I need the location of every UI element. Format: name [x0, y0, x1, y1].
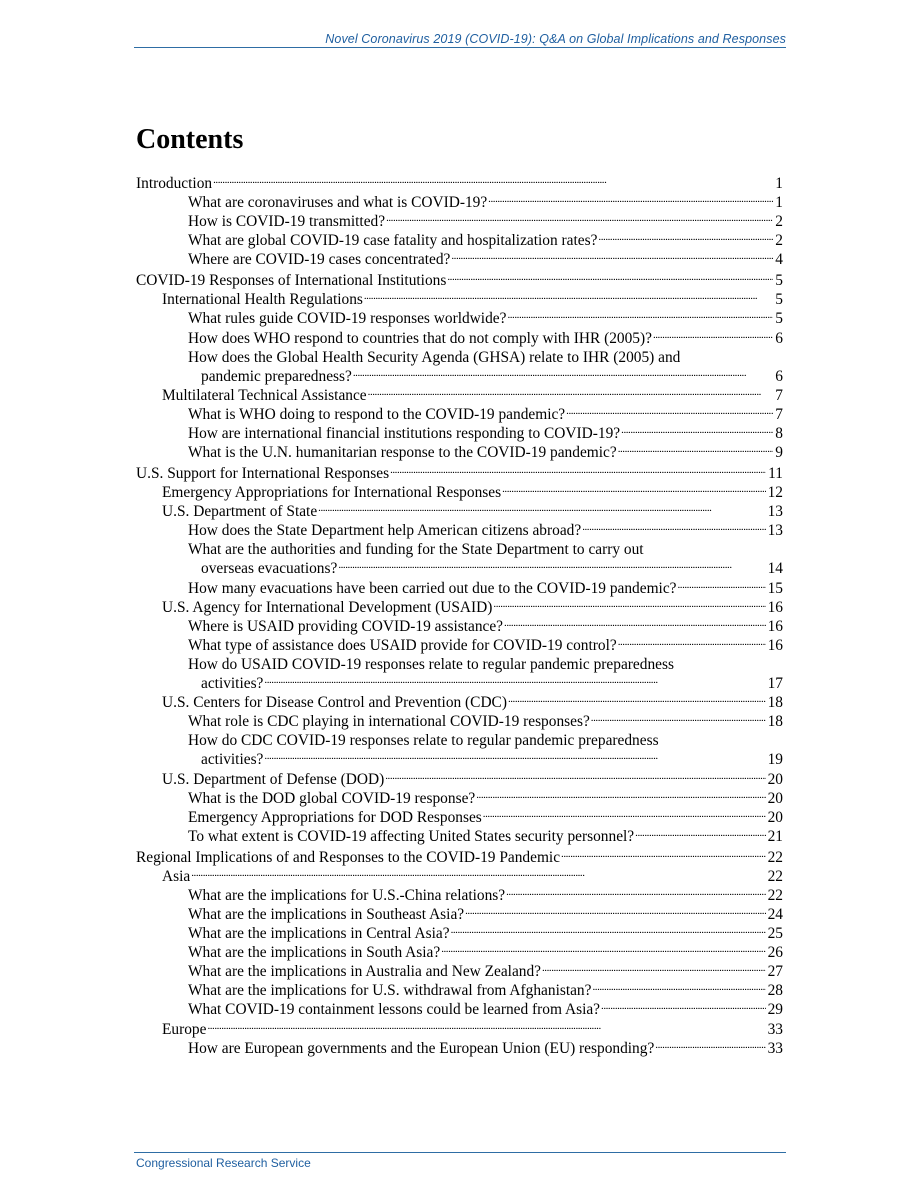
- toc-page-number: 28: [767, 982, 783, 1000]
- dot-leader: [492, 598, 765, 617]
- dot-leader: [263, 674, 765, 693]
- toc-entry-title: What type of assistance does USAID provide for COVID-19 control?: [188, 636, 617, 654]
- dot-leader: [385, 212, 773, 231]
- toc-page-number: 13: [767, 503, 783, 521]
- dot-leader: [363, 290, 773, 309]
- toc-entry-title: How does WHO respond to countries that do not comply with IHR (2005)?: [188, 329, 652, 347]
- toc-entry-title-continued: overseas evacuations?: [201, 560, 338, 578]
- toc-page-number: 13: [767, 522, 783, 540]
- dot-leader: [565, 405, 773, 424]
- toc-page-number: 27: [767, 963, 783, 981]
- toc-page-number: 1: [775, 194, 783, 212]
- toc-entry-title: How are international financial institutions responding to COVID-19?: [188, 425, 621, 443]
- dot-leader: [352, 367, 773, 386]
- toc-page-number: 16: [767, 617, 783, 635]
- dot-leader: [560, 848, 766, 867]
- toc-page-number: 18: [767, 694, 783, 712]
- toc-page-number: 19: [767, 751, 783, 769]
- toc-entry[interactable]: [136, 443, 783, 462]
- toc-entry-title: Where is USAID providing COVID-19 assistance?: [188, 617, 504, 635]
- dot-leader: [482, 808, 766, 827]
- toc-entry-title: What are the implications in Central Asia?: [188, 925, 450, 943]
- toc-entry[interactable]: [136, 693, 783, 712]
- toc-page-number: 20: [767, 808, 783, 826]
- toc-entry-title: International Health Regulations: [162, 291, 363, 309]
- dot-leader: [503, 617, 766, 636]
- toc-entry[interactable]: [136, 174, 783, 193]
- footer-text: Congressional Research Service: [136, 1156, 311, 1170]
- toc-entry[interactable]: [136, 617, 783, 636]
- toc-entry-title: U.S. Department of State: [162, 503, 318, 521]
- toc-entry[interactable]: [136, 1000, 783, 1019]
- toc-entry[interactable]: [136, 848, 783, 867]
- dot-leader: [384, 770, 765, 789]
- toc-entry[interactable]: [136, 329, 783, 348]
- toc-entry-title: What is WHO doing to respond to the COVID-19 pandemic?: [188, 405, 566, 423]
- toc-entry-title: What are the implications in Australia and New Zealand?: [188, 963, 541, 981]
- dot-leader: [505, 886, 765, 905]
- toc-page-number: 17: [767, 675, 783, 693]
- toc-page-number: 18: [767, 713, 783, 731]
- toc-entry-title: How do CDC COVID-19 responses relate to regular pandemic preparedness: [188, 732, 659, 750]
- toc-entry[interactable]: [136, 559, 783, 578]
- toc-entry[interactable]: [136, 579, 783, 598]
- dot-leader: [590, 712, 766, 731]
- toc-entry-title: Introduction: [136, 175, 213, 192]
- toc-entry-title-continued: activities?: [201, 751, 264, 769]
- dot-leader: [591, 981, 765, 1000]
- toc-page-number: 1: [775, 175, 783, 192]
- toc-entry[interactable]: [136, 464, 783, 483]
- toc-entry-title: Where are COVID-19 cases concentrated?: [188, 251, 451, 269]
- toc-page-number: 20: [767, 789, 783, 807]
- dot-leader: [367, 386, 774, 405]
- dot-leader: [487, 193, 773, 212]
- toc-page-number: 33: [767, 1039, 783, 1057]
- toc-page-number: 25: [767, 925, 783, 943]
- dot-leader: [206, 1020, 765, 1039]
- dot-leader: [676, 579, 765, 598]
- toc-entry-title: How many evacuations have been carried out due to the COVID-19 pandemic?: [188, 579, 677, 597]
- dot-leader: [464, 905, 766, 924]
- toc-entry[interactable]: [136, 348, 783, 367]
- dot-leader: [597, 231, 773, 250]
- toc-entry[interactable]: [136, 924, 783, 943]
- toc-entry[interactable]: [136, 827, 783, 846]
- toc-page-number: 11: [768, 465, 783, 482]
- dot-leader: [507, 693, 766, 712]
- toc-entry[interactable]: [136, 483, 783, 502]
- dot-leader: [600, 1001, 766, 1020]
- toc-entry[interactable]: [136, 981, 783, 1000]
- dot-leader: [501, 483, 766, 502]
- toc-entry-title: How does the State Department help American citizens abroad?: [188, 522, 582, 540]
- dot-leader: [440, 943, 765, 962]
- toc-page-number: 8: [775, 425, 783, 443]
- toc-entry-title: U.S. Centers for Disease Control and Prevention (CDC): [162, 694, 507, 712]
- dot-leader: [190, 867, 765, 886]
- toc-page-number: 20: [767, 770, 783, 788]
- toc-entry[interactable]: [136, 962, 783, 981]
- dot-leader: [263, 751, 765, 770]
- toc-entry-title: U.S. Agency for International Development (USAID): [162, 598, 493, 616]
- toc-page-number: 26: [767, 944, 783, 962]
- dot-leader: [617, 636, 766, 655]
- toc-entry[interactable]: [136, 905, 783, 924]
- dot-leader: [337, 560, 765, 579]
- dot-leader: [581, 521, 765, 540]
- toc-entry[interactable]: [136, 309, 783, 328]
- toc-page-number: 24: [767, 905, 783, 923]
- toc-page-number: 22: [767, 848, 783, 866]
- toc-entry[interactable]: [136, 886, 783, 905]
- dot-leader: [620, 424, 773, 443]
- toc-entry[interactable]: [136, 1020, 783, 1039]
- dot-leader: [617, 443, 774, 462]
- toc-entry-title: What is the U.N. humanitarian response to the COVID-19 pandemic?: [188, 444, 617, 462]
- toc-page-number: 22: [767, 886, 783, 904]
- toc-page-number: 22: [767, 867, 783, 885]
- dot-leader: [317, 502, 765, 521]
- toc-entry[interactable]: [136, 1039, 783, 1058]
- toc-entry[interactable]: [136, 231, 783, 250]
- toc-page-number: 4: [775, 251, 783, 269]
- running-footer: [134, 1152, 786, 1170]
- toc-page-number: 5: [775, 310, 783, 328]
- toc-entry-title: What are the implications for U.S.-China relations?: [188, 886, 506, 904]
- toc-entry[interactable]: [136, 193, 783, 212]
- toc-entry-title: What role is CDC playing in international COVID-19 responses?: [188, 713, 590, 731]
- dot-leader: [654, 1039, 765, 1058]
- toc-entry-title: U.S. Department of Defense (DOD): [162, 770, 385, 788]
- toc-entry[interactable]: [136, 943, 783, 962]
- toc-page-number: 12: [767, 484, 783, 502]
- toc-entry-title: What are coronaviruses and what is COVID-19?: [188, 194, 488, 212]
- toc-page-number: 6: [775, 329, 783, 347]
- page-title: Contents: [136, 124, 244, 155]
- toc-entry-title: What are the authorities and funding for the State Department to carry out: [188, 541, 644, 559]
- toc-entry-title: What are the implications for U.S. withdrawal from Afghanistan?: [188, 982, 592, 1000]
- toc-page-number: 9: [775, 444, 783, 462]
- dot-leader: [450, 924, 766, 943]
- toc-entry-title: What is the DOD global COVID-19 response?: [188, 789, 476, 807]
- dot-leader: [389, 464, 766, 483]
- toc-entry[interactable]: [136, 770, 783, 789]
- toc-entry-title: Emergency Appropriations for DOD Responses: [188, 808, 482, 826]
- toc-page-number: 7: [775, 405, 783, 423]
- dot-leader: [541, 962, 766, 981]
- toc-entry-title: Multilateral Technical Assistance: [162, 386, 367, 404]
- toc-entry[interactable]: [136, 655, 783, 674]
- toc-page-number: 2: [775, 232, 783, 250]
- toc-entry-title: What are the implications in Southeast Asia?: [188, 905, 465, 923]
- toc-entry[interactable]: [136, 674, 783, 693]
- dot-leader: [652, 329, 773, 348]
- toc-entry[interactable]: [136, 731, 783, 750]
- toc-entry-title-continued: activities?: [201, 675, 264, 693]
- toc-entry[interactable]: [136, 212, 783, 231]
- toc-page-number: 6: [775, 367, 783, 385]
- dot-leader: [506, 310, 773, 329]
- toc-page-number: 14: [767, 560, 783, 578]
- toc-entry-title: COVID-19 Responses of International Institutions: [136, 272, 447, 290]
- toc-entry[interactable]: [136, 424, 783, 443]
- toc-entry-title: Asia: [162, 867, 191, 885]
- toc-entry[interactable]: [136, 386, 783, 405]
- running-header: [134, 32, 786, 48]
- toc-entry[interactable]: [136, 521, 783, 540]
- toc-page-number: 2: [775, 213, 783, 231]
- toc-entry-title: How does the Global Health Security Agenda (GHSA) relate to IHR (2005) and: [188, 348, 681, 366]
- toc-entry[interactable]: [136, 712, 783, 731]
- toc-entry[interactable]: [136, 808, 783, 827]
- toc-page-number: 16: [767, 598, 783, 616]
- toc-entry[interactable]: [136, 405, 783, 424]
- toc-entry-title: What are the implications in South Asia?: [188, 944, 441, 962]
- toc-page-number: 16: [767, 636, 783, 654]
- toc-entry-title: How do USAID COVID-19 responses relate to regular pandemic preparedness: [188, 655, 674, 673]
- dot-leader: [446, 271, 773, 290]
- toc-page-number: 15: [767, 579, 783, 597]
- toc-entry-title: What are global COVID-19 case fatality and hospitalization rates?: [188, 232, 598, 250]
- toc-page-number: 29: [767, 1001, 783, 1019]
- toc-entry-title: Regional Implications of and Responses to the COVID-19 Pandemic: [136, 848, 561, 866]
- dot-leader: [450, 250, 773, 269]
- toc-entry-title: Emergency Appropriations for International Responses: [162, 484, 502, 502]
- toc-page-number: 5: [775, 291, 783, 309]
- toc-page-number: 5: [775, 272, 783, 290]
- toc-entry[interactable]: [136, 789, 783, 808]
- toc-entry-title-continued: pandemic preparedness?: [201, 367, 352, 385]
- toc-entry-title: How is COVID-19 transmitted?: [188, 213, 386, 231]
- toc-page-number: 33: [767, 1020, 783, 1038]
- toc-entry[interactable]: [136, 502, 783, 521]
- toc-entry[interactable]: [136, 867, 783, 886]
- toc-entry[interactable]: [136, 540, 783, 559]
- toc-entry-title: U.S. Support for International Responses: [136, 465, 390, 482]
- table-of-contents: [136, 174, 783, 1058]
- toc-entry[interactable]: [136, 750, 783, 769]
- toc-entry-title: Europe: [162, 1020, 207, 1038]
- toc-entry[interactable]: [136, 250, 783, 269]
- toc-entry-title: What COVID-19 containment lessons could be learned from Asia?: [188, 1001, 601, 1019]
- toc-entry-title: What rules guide COVID-19 responses worldwide?: [188, 310, 507, 328]
- dot-leader: [212, 174, 773, 193]
- toc-entry[interactable]: [136, 636, 783, 655]
- dot-leader: [475, 789, 765, 808]
- toc-entry-title: To what extent is COVID-19 affecting United States security personnel?: [188, 827, 635, 845]
- dot-leader: [634, 827, 765, 846]
- toc-entry[interactable]: [136, 290, 783, 309]
- toc-page-number: 7: [775, 386, 783, 404]
- toc-entry[interactable]: [136, 367, 783, 386]
- toc-page-number: 21: [767, 827, 783, 845]
- toc-entry[interactable]: [136, 271, 783, 290]
- header-title: Novel Coronavirus 2019 (COVID-19): Q&A on Global Implications and Responses: [325, 32, 786, 46]
- toc-entry[interactable]: [136, 598, 783, 617]
- toc-entry-title: How are European governments and the European Union (EU) responding?: [188, 1039, 655, 1057]
